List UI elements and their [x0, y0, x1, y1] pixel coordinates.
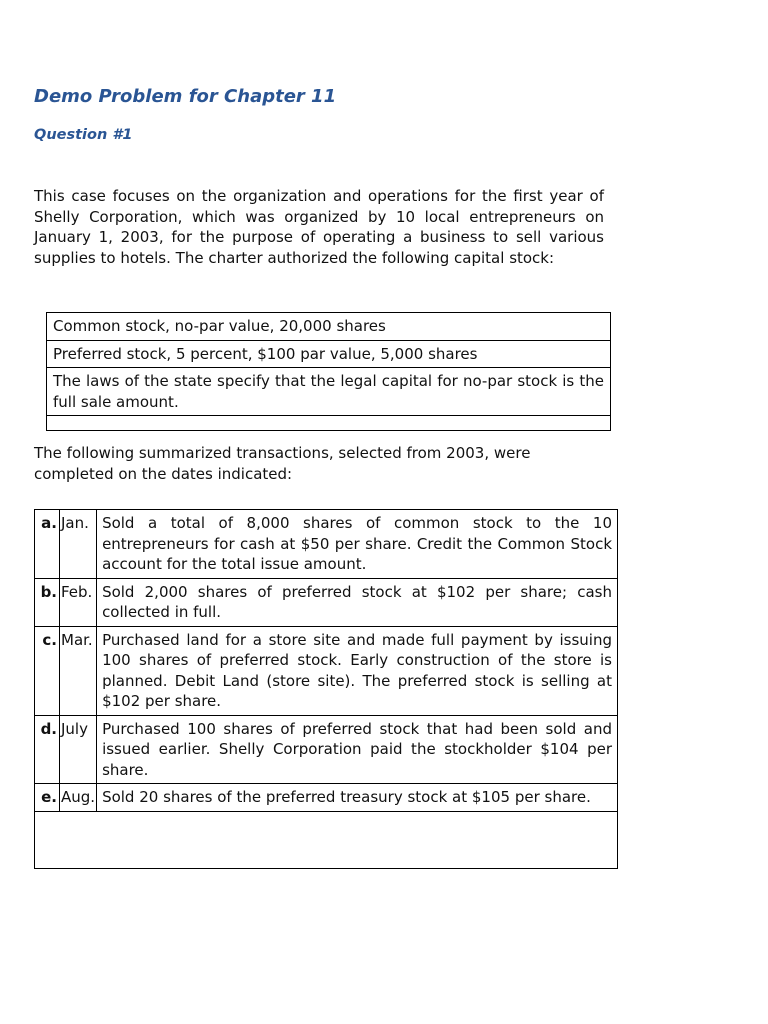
capital-cell-preferred: Preferred stock, 5 percent, $100 par value, 5,000 shares [47, 340, 611, 368]
capital-row-empty [47, 416, 611, 431]
intro-paragraph: This case focuses on the organization and operations for the first year of Shelly Corporation, which was organized by 10 local entrepreneurs on January 1, 2003, for the purpose of operating a business to sell various supplies to hotels. The charter authorized the following capital stock: [34, 187, 604, 267]
transaction-row [35, 510, 618, 579]
transaction-month: Mar. [60, 626, 97, 715]
transactions-intro: The following summarized transactions, selected from 2003, were completed on the dates indicated: [34, 444, 531, 483]
transaction-description: Purchased 100 shares of preferred stock that had been sold and issued earlier. Shelly Corporation paid the stockholder $104 per share. [97, 715, 618, 784]
question-heading: Question #1 [34, 127, 133, 143]
transaction-description: Sold a total of 8,000 shares of common stock to the 10 entrepreneurs for cash at $50 per share. Credit the Common Stock account for the total issue amount. [97, 510, 618, 579]
capital-row [47, 313, 611, 341]
page-title: Demo Problem for Chapter 11 [34, 86, 337, 107]
transaction-row [35, 578, 618, 626]
capital-cell-legal-note: The laws of the state specify that the legal capital for no-par stock is the full sale amount. [47, 368, 611, 416]
transaction-letter: b. [35, 578, 60, 626]
transaction-month: Feb. [60, 578, 97, 626]
transaction-month: July [60, 715, 97, 784]
capital-cell-common: Common stock, no-par value, 20,000 shares [47, 313, 611, 341]
transaction-letter: d. [35, 715, 60, 784]
transactions-table [34, 509, 618, 869]
transaction-letter: e. [35, 784, 60, 812]
capital-row [47, 368, 611, 416]
capital-row [47, 340, 611, 368]
transaction-description: Sold 20 shares of the preferred treasury stock at $105 per share. [97, 784, 618, 812]
transaction-cell-empty [35, 811, 618, 868]
transaction-row [35, 715, 618, 784]
capital-cell-empty [47, 416, 611, 431]
transaction-row [35, 626, 618, 715]
transaction-description: Purchased land for a store site and made full payment by issuing 100 shares of preferred stock. Early construction of the store is planned. Debit Land (store site). The preferred stock is selling at $102 per share. [97, 626, 618, 715]
transaction-month: Aug. [60, 784, 97, 812]
transaction-row [35, 784, 618, 812]
transaction-letter: a. [35, 510, 60, 579]
transaction-letter: c. [35, 626, 60, 715]
transaction-row-empty [35, 811, 618, 868]
transaction-month: Jan. [60, 510, 97, 579]
capital-stock-table [46, 312, 611, 431]
transaction-description: Sold 2,000 shares of preferred stock at $102 per share; cash collected in full. [97, 578, 618, 626]
